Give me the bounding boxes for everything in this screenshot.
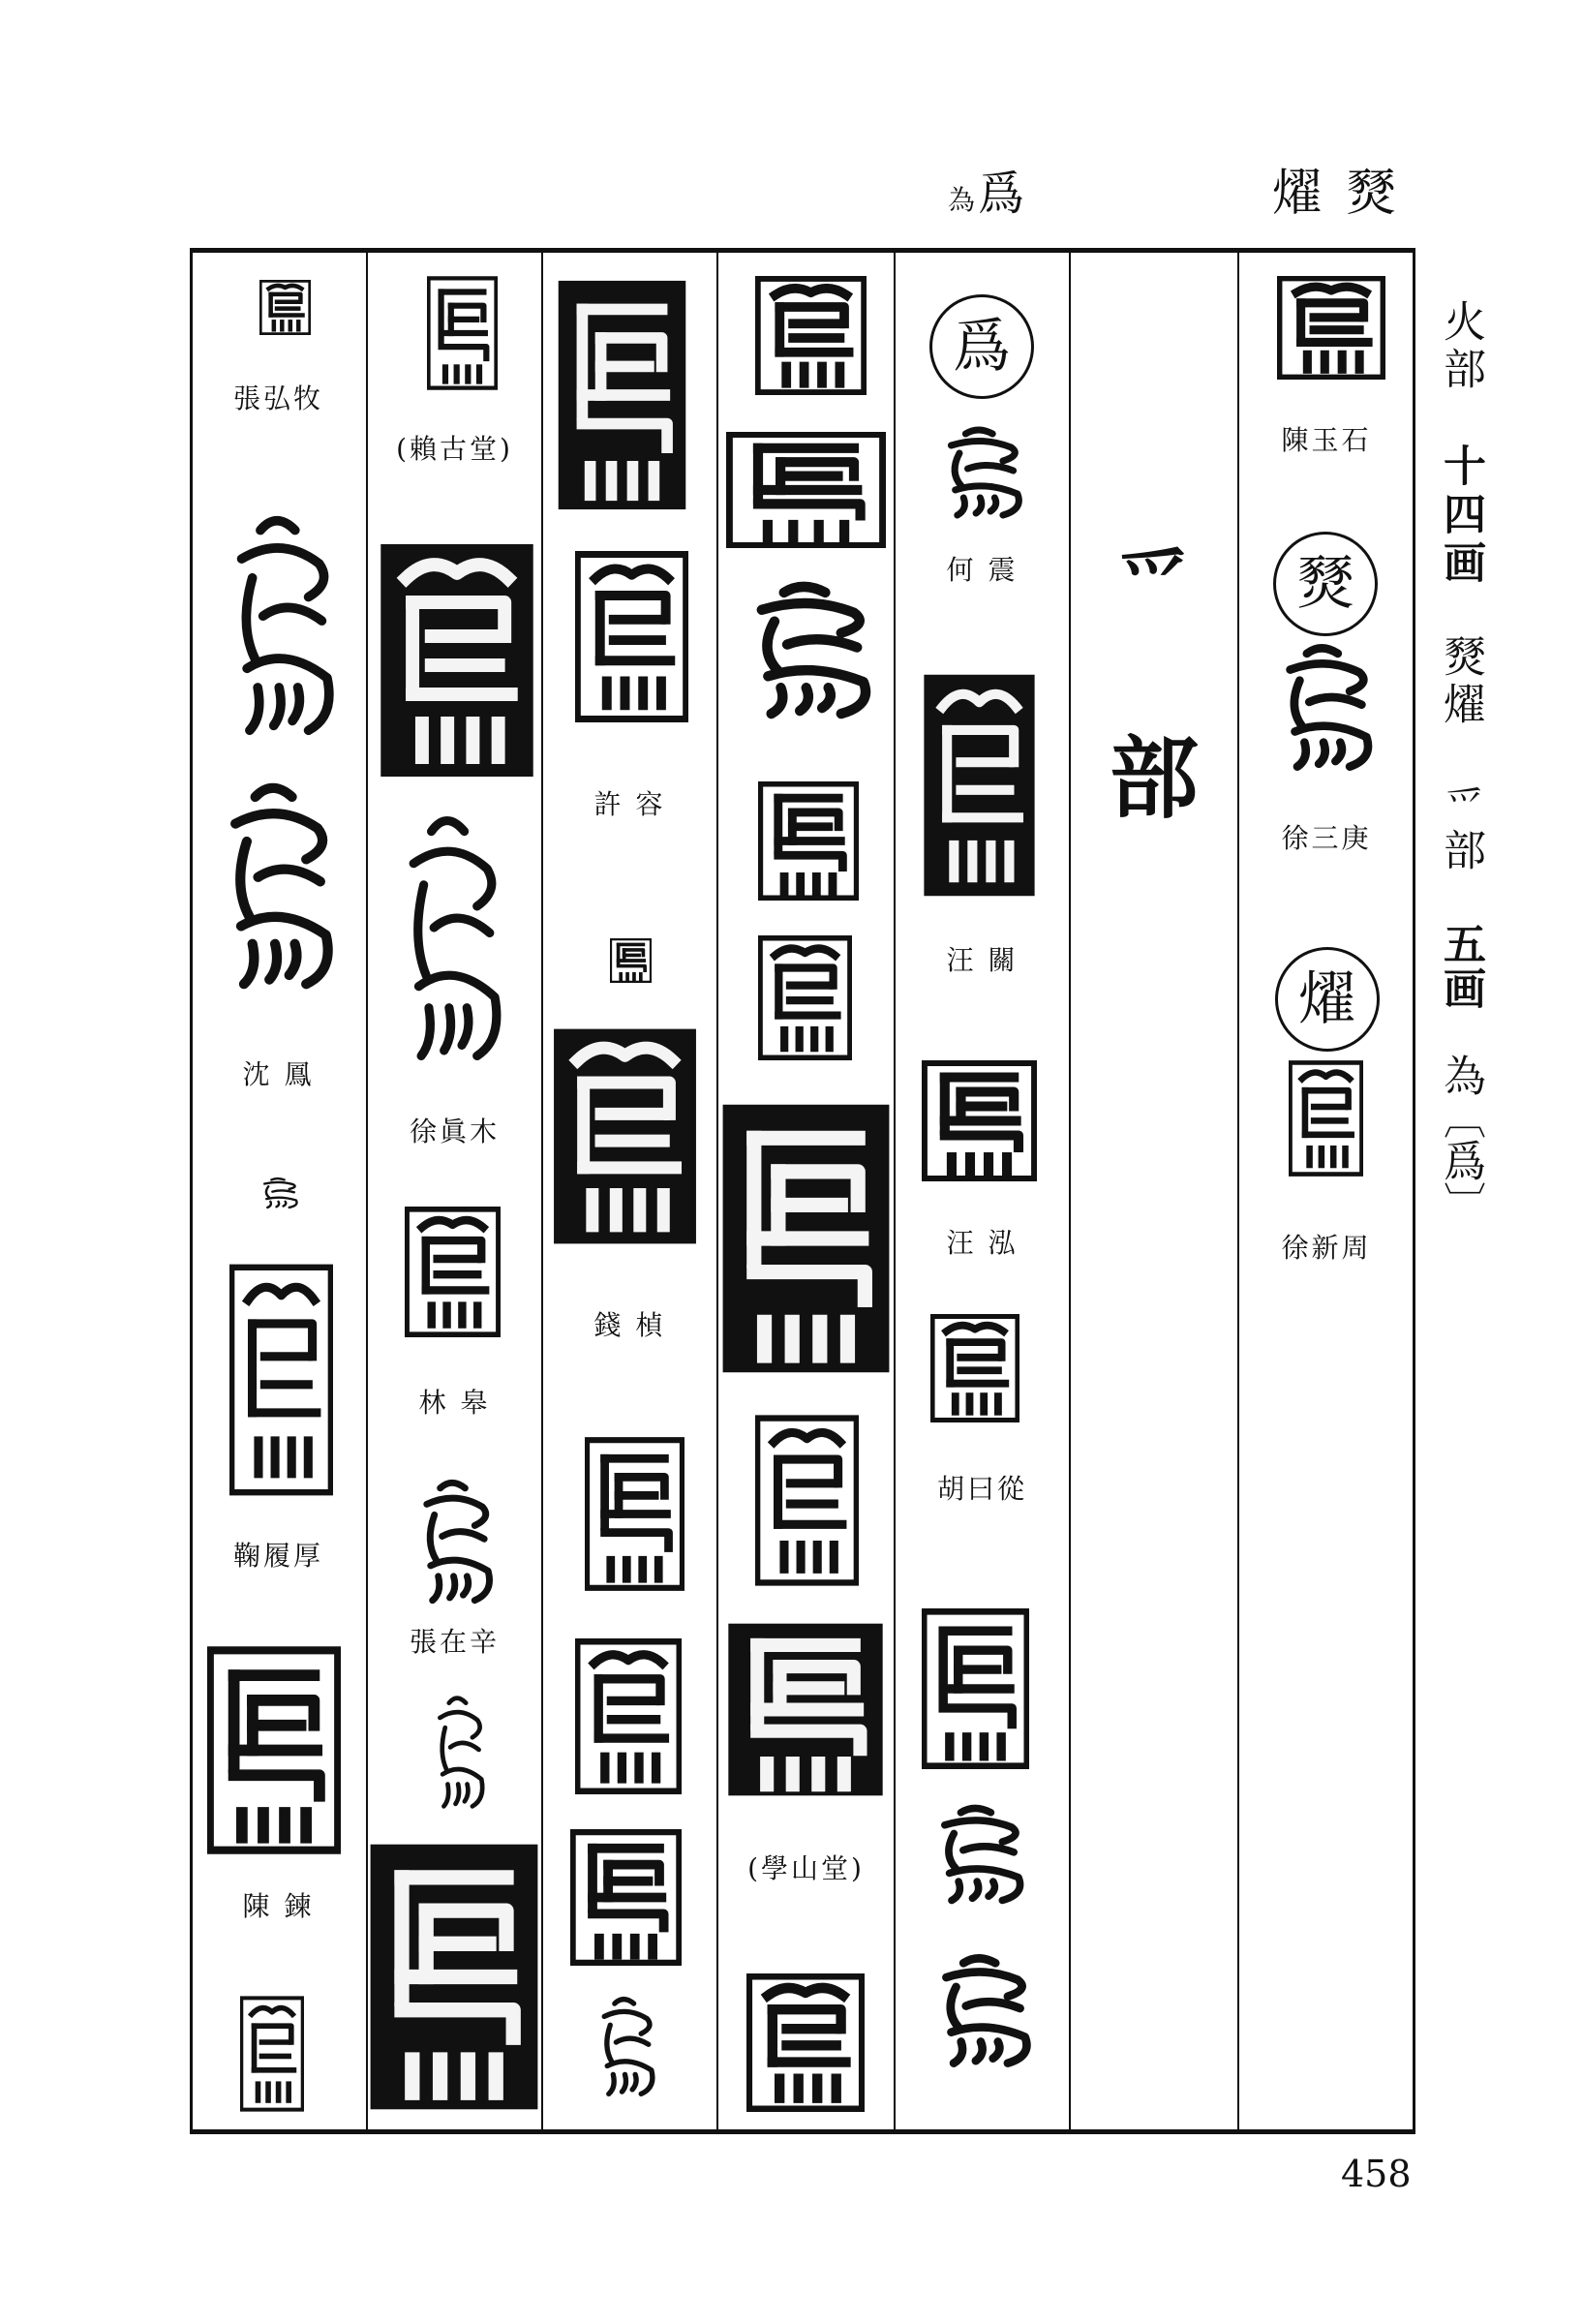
radical-suffix: 部 [1109, 727, 1199, 831]
seal-stroke [607, 2025, 612, 2062]
seal-glyph [215, 506, 349, 745]
seal-glyph [758, 781, 859, 901]
seal-stroke [968, 465, 1014, 471]
seal-stroke [972, 1881, 978, 1898]
seal-stroke [450, 1576, 455, 1598]
seal-stroke [244, 944, 254, 984]
radical-heading: 爫 [1115, 537, 1193, 627]
running-head-previous: 燿 [1272, 165, 1323, 223]
seal-stroke [947, 1326, 1004, 1331]
seal-glyph [378, 539, 536, 781]
seal-stroke [776, 289, 847, 295]
seal-impression [427, 276, 498, 390]
seal-glyph [726, 432, 886, 548]
seal-stroke [1309, 697, 1361, 705]
seal-stroke [269, 286, 302, 289]
carver-label: 何 震 [946, 554, 1019, 586]
seal-stroke [442, 1728, 446, 1769]
seal-stroke [1319, 743, 1325, 764]
carver-label: 鞠履厚 [232, 1540, 323, 1572]
seal-impression [259, 280, 311, 335]
seal-impression [229, 1263, 333, 1497]
section-index-strokes: 十四画 [1436, 443, 1485, 589]
seal-glyph [930, 424, 1034, 521]
seal-stroke [455, 1785, 459, 1804]
seal-impression [556, 276, 688, 514]
seal-stroke [441, 1483, 466, 1488]
seal-stroke [274, 688, 281, 725]
seal-impression [405, 1207, 501, 1337]
seal-stroke [784, 587, 826, 593]
seal-stroke [289, 944, 297, 975]
seal-impression [1277, 276, 1385, 380]
seal-stroke [632, 2074, 636, 2090]
seal-impression [207, 1646, 341, 1854]
seal-glyph [427, 276, 498, 390]
seal-glyph [259, 280, 311, 335]
seal-glyph [255, 1177, 304, 1209]
seal-glyph [755, 276, 867, 395]
seal-impression [725, 1620, 886, 1799]
seal-impression [922, 1608, 1029, 1769]
seal-glyph [570, 1829, 682, 1966]
seal-stroke [462, 1008, 469, 1046]
carver-label: 錢 楨 [593, 1309, 666, 1341]
seal-stroke [1297, 743, 1306, 767]
seal-glyph [551, 1024, 699, 1248]
seal-glyph [367, 1839, 541, 2115]
seal-stroke [772, 688, 783, 714]
seal-stroke [259, 870, 320, 882]
seal-impression [207, 775, 349, 997]
seal-stroke [434, 918, 490, 933]
running-head-variant: 為 [948, 184, 976, 216]
seal-glyph [229, 1263, 333, 1497]
seal-stroke [463, 1576, 468, 1595]
seal-glyph [207, 775, 349, 997]
studio-label: (賴古堂) [396, 433, 513, 465]
seal-glyph [1277, 276, 1385, 380]
seal-stroke [787, 639, 857, 647]
seal-stroke [958, 498, 965, 515]
seal-stroke [246, 578, 255, 659]
carver-label: 胡曰從 [936, 1473, 1027, 1505]
seal-glyph [1289, 1060, 1363, 1177]
seal-stroke [952, 1881, 960, 1900]
seal-stroke [240, 841, 250, 917]
seal-stroke [1294, 681, 1302, 726]
seal-stroke [989, 1881, 994, 1896]
seal-impression [726, 432, 886, 548]
seal-impression [551, 1024, 699, 1248]
carver-label: 陳玉石 [1281, 424, 1372, 456]
seal-impression [590, 1993, 663, 2100]
seal-stroke [263, 607, 322, 621]
seal-stroke [990, 498, 996, 511]
entry-column [367, 250, 542, 2132]
seal-stroke [767, 622, 777, 671]
headword-circle: 燹 [1273, 532, 1378, 636]
entry-column [717, 250, 895, 2132]
seal-glyph [427, 1691, 492, 1814]
seal-stroke [442, 1532, 485, 1540]
seal-stroke [1335, 743, 1342, 761]
studio-label: (學山堂) [747, 1852, 865, 1884]
seal-glyph [922, 670, 1037, 901]
seal-stroke [949, 1833, 957, 1869]
seal-glyph [930, 1314, 1019, 1422]
seal-stroke [267, 1202, 271, 1208]
seal-impression [427, 1691, 492, 1814]
carver-label: 張在辛 [409, 1626, 500, 1658]
seal-impression [730, 578, 889, 722]
seal-stroke [615, 2000, 634, 2003]
seal-impression [378, 539, 536, 781]
seal-stroke [276, 1202, 279, 1207]
seal-impression [570, 1829, 682, 1966]
seal-impression [922, 1060, 1037, 1181]
seal-stroke [966, 2002, 1020, 2008]
seal-stroke [269, 944, 277, 980]
seal-stroke [450, 1743, 478, 1750]
seal-stroke [822, 688, 831, 708]
seal-glyph [922, 1060, 1037, 1181]
seal-stroke [963, 1958, 995, 1963]
seal-stroke [955, 453, 961, 486]
seal-stroke [1296, 287, 1366, 292]
carver-label: 林 皋 [418, 1387, 491, 1419]
radical-column [1070, 250, 1238, 2132]
seal-impression [585, 1437, 685, 1591]
seal-stroke [449, 1698, 466, 1703]
section-index-strokes: 五画 [1436, 922, 1485, 1011]
seal-stroke [443, 1785, 448, 1807]
seal-impression [1266, 640, 1385, 775]
seal-impression [367, 1839, 541, 2115]
seal-impression [755, 1415, 859, 1586]
carver-label: 徐新周 [1281, 1232, 1372, 1264]
seal-stroke [271, 1178, 284, 1179]
entry-column [895, 250, 1070, 2132]
seal-impression [755, 276, 867, 395]
entry-column [190, 250, 367, 2132]
seal-glyph [730, 578, 889, 722]
seal-impression [746, 1973, 865, 2112]
seal-impression [388, 805, 515, 1072]
section-index-radical: 爫部 [1436, 783, 1485, 872]
seal-stroke [256, 788, 292, 797]
seal-stroke [800, 688, 808, 711]
seal-glyph [1266, 640, 1385, 775]
seal-glyph [590, 1993, 663, 2100]
seal-glyph [719, 1099, 893, 1378]
carver-label: 汪 關 [946, 944, 1019, 976]
seal-impression [719, 1099, 893, 1378]
seal-stroke [960, 1808, 990, 1812]
seal-glyph [610, 938, 652, 983]
carver-label: 陳 鍊 [242, 1890, 315, 1922]
seal-stroke [768, 1988, 843, 1996]
seal-impression [215, 506, 349, 745]
section-index-characters: 為〔爲〕 [1436, 1054, 1485, 1224]
seal-impression [758, 935, 852, 1060]
carver-label: 徐三庚 [1281, 822, 1372, 854]
seal-glyph [585, 1437, 685, 1591]
running-head-current: 爲 [978, 167, 1025, 221]
seal-stroke [292, 688, 299, 720]
seal-stroke [622, 2074, 625, 2092]
headword-circle: 爲 [929, 294, 1034, 399]
page-number: 458 [1341, 2153, 1412, 2195]
seal-impression [240, 1996, 304, 2112]
seal-stroke [616, 2038, 648, 2044]
seal-impression [922, 1951, 1045, 2070]
carver-label: 沈 鳳 [242, 1058, 315, 1090]
running-head-previous: 燹 [1346, 165, 1397, 223]
seal-stroke [951, 1987, 958, 2028]
seal-glyph [240, 1996, 304, 2112]
seal-impression [1289, 1060, 1363, 1177]
seal-glyph [207, 1646, 341, 1854]
seal-glyph [408, 1475, 503, 1608]
seal-glyph [405, 1207, 501, 1337]
seal-stroke [272, 1190, 293, 1192]
seal-glyph [922, 1608, 1029, 1769]
seal-glyph [556, 276, 688, 514]
seal-stroke [444, 1008, 451, 1051]
seal-stroke [976, 498, 982, 513]
carver-label: 汪 泓 [946, 1227, 1019, 1259]
seal-impression [758, 781, 859, 901]
seal-impression [575, 1638, 682, 1794]
seal-impression [575, 551, 688, 722]
entry-column [1238, 250, 1415, 2132]
carver-label: 張弘牧 [232, 382, 323, 414]
seal-stroke [963, 1847, 1014, 1852]
seal-stroke [284, 1202, 287, 1207]
carver-label: 徐眞木 [409, 1116, 500, 1147]
seal-impression [922, 670, 1037, 901]
seal-stroke [432, 821, 465, 832]
seal-impression [922, 1802, 1037, 1907]
seal-impression [408, 1475, 503, 1608]
headword-circle: 燿 [1275, 947, 1380, 1052]
seal-stroke [421, 1008, 430, 1056]
seal-stroke [954, 2041, 962, 2063]
seal-glyph [746, 1973, 865, 2112]
seal-stroke [965, 430, 992, 434]
section-index-radical: 火部 [1436, 299, 1485, 394]
seal-glyph [755, 1415, 859, 1586]
seal-stroke [1307, 648, 1338, 654]
seal-glyph [725, 1620, 886, 1799]
seal-glyph [758, 935, 852, 1060]
seal-impression [930, 424, 1034, 521]
seal-stroke [260, 521, 295, 531]
section-index-characters: 燹燿 [1436, 634, 1485, 729]
seal-stroke [976, 2041, 983, 2061]
seal-glyph [388, 805, 515, 1072]
seal-stroke [433, 1576, 440, 1601]
seal-glyph [575, 551, 688, 722]
seal-stroke [266, 1186, 269, 1198]
seal-glyph [922, 1802, 1037, 1907]
seal-stroke [250, 688, 259, 730]
seal-stroke [430, 1514, 436, 1560]
entry-column [542, 250, 717, 2132]
seal-stroke [418, 885, 427, 976]
seal-impression [255, 1177, 304, 1209]
seal-stroke [609, 2074, 614, 2094]
seal-impression [610, 938, 652, 983]
seal-stroke [993, 2041, 1000, 2058]
seal-glyph [575, 1638, 682, 1794]
carver-label: 許 容 [593, 788, 666, 820]
seal-impression [930, 1314, 1019, 1422]
seal-glyph [922, 1951, 1045, 2070]
seal-stroke [465, 1785, 469, 1802]
